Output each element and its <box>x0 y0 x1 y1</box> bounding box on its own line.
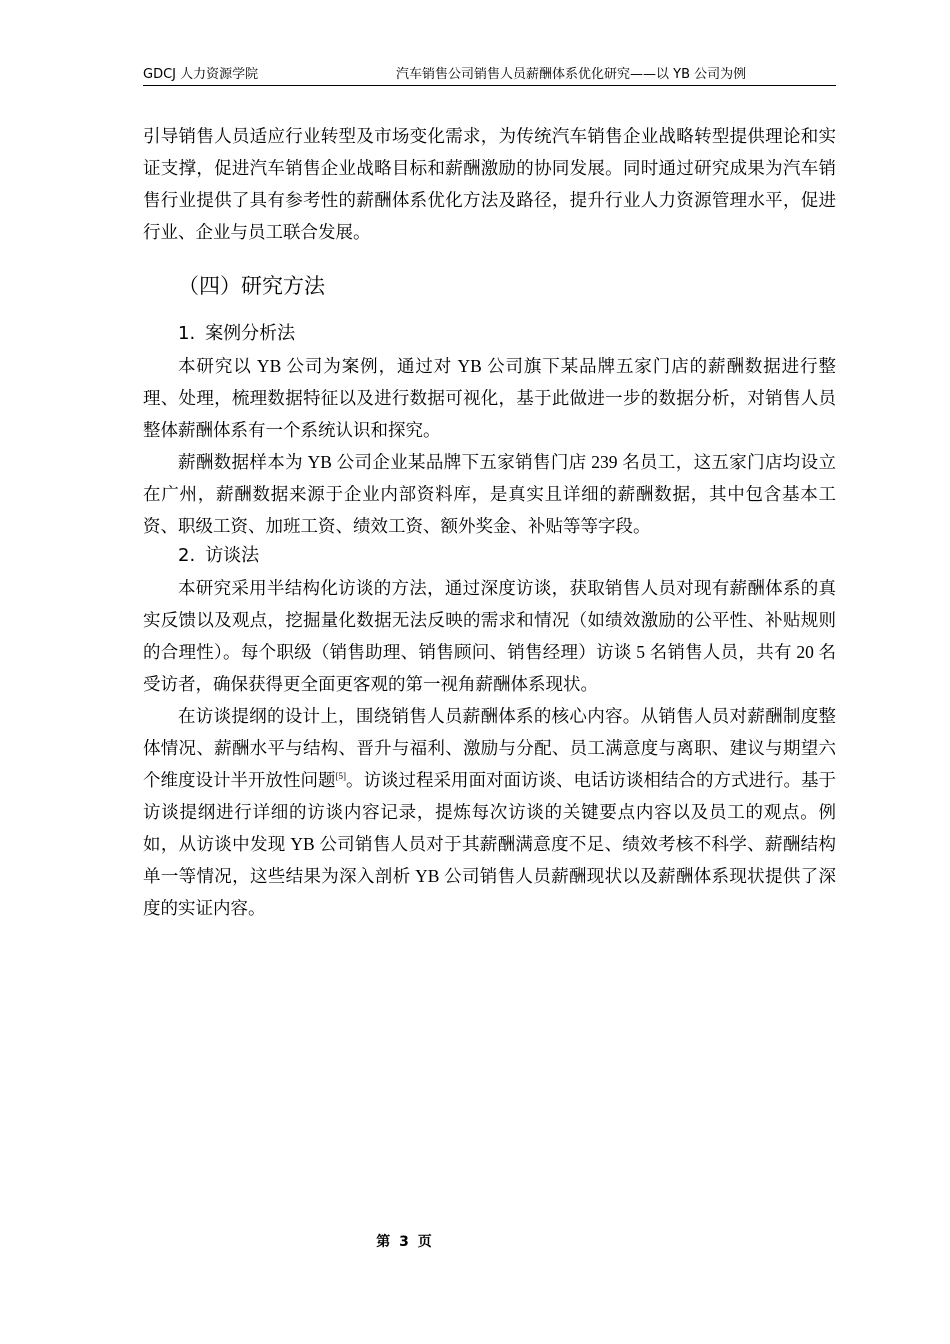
intro-paragraph: 引导销售人员适应行业转型及市场变化需求，为传统汽车销售企业战略转型提供理论和实证支撑，促进汽车销售企业战略目标和薪酬激励的协同发展。同时通过研究成果为汽车销售行业提供了具有参考性的薪酬体系优化方法及路径，提升行业人力资源管理水平，促进行业、企业与员工联合发展。 <box>143 126 836 242</box>
subsection-title: 案例分析法 <box>205 323 296 344</box>
subsection-heading-case-analysis <box>178 320 836 348</box>
subsection-number: 2. <box>178 545 196 566</box>
section-heading: （四）研究方法 <box>178 274 325 298</box>
subsection-heading-interview <box>178 542 836 570</box>
running-header <box>143 66 836 86</box>
body-text <box>143 120 836 924</box>
paragraph-text: 在访谈提纲的设计上，围绕销售人员薪酬体系的核心内容。从销售人员对薪酬制度整体情况、薪酬水平与结构、晋升与福利、激励与分配、员工满意度与离职、建议与期望六个维度设计半开放性问题 <box>143 706 836 790</box>
header-institution: GDCJ 人力资源学院 <box>143 67 259 82</box>
subsection-title: 访谈法 <box>205 545 260 566</box>
citation-reference[interactable]: [5] <box>335 771 346 782</box>
subsection-number: 1. <box>178 323 196 344</box>
paragraph-text: 。访谈过程采用面对面访谈、电话访谈相结合的方式进行。基于访谈提纲进行详细的访谈内容记录，提炼每次访谈的关键要点内容以及员工的观点。例如，从访谈中发现 YB 公司销售人员对于其薪酬满意度不足、绩效考核不科学、薪酬结构单一等情况，这些结果为深入剖析 YB 公司销售人员薪酬现状以及薪酬体系现状提供了深度的实证内容。 <box>143 770 836 918</box>
paragraph: 薪酬数据样本为 YB 公司企业某品牌下五家销售门店 239 名员工，这五家门店均设立在广州，薪酬数据来源于企业内部资料库，是真实且详细的薪酬数据，其中包含基本工资、职级工资、加班工资、绩效工资、额外奖金、补贴等等字段。 <box>143 452 836 536</box>
paragraph: 本研究以 YB 公司为案例，通过对 YB 公司旗下某品牌五家门店的薪酬数据进行整理、处理，梳理数据特征以及进行数据可视化，基于此做进一步的数据分析，对销售人员整体薪酬体系有一个系统认识和探究。 <box>143 356 836 440</box>
page-number: 第 3 页 <box>376 1234 432 1250</box>
header-thesis-title: 汽车销售公司销售人员薪酬体系优化研究——以 YB 公司为例 <box>396 67 747 82</box>
paragraph-with-citation <box>143 700 836 924</box>
paragraph: 本研究采用半结构化访谈的方法，通过深度访谈，获取销售人员对现有薪酬体系的真实反馈以及观点，挖掘量化数据无法反映的需求和情况（如绩效激励的公平性、补贴规则的合理性）。每个职级（销售助理、销售顾问、销售经理）访谈 5 名销售人员，共有 20 名受访者，确保获得更全面更客观的第一视角薪酬体系现状。 <box>143 578 836 694</box>
